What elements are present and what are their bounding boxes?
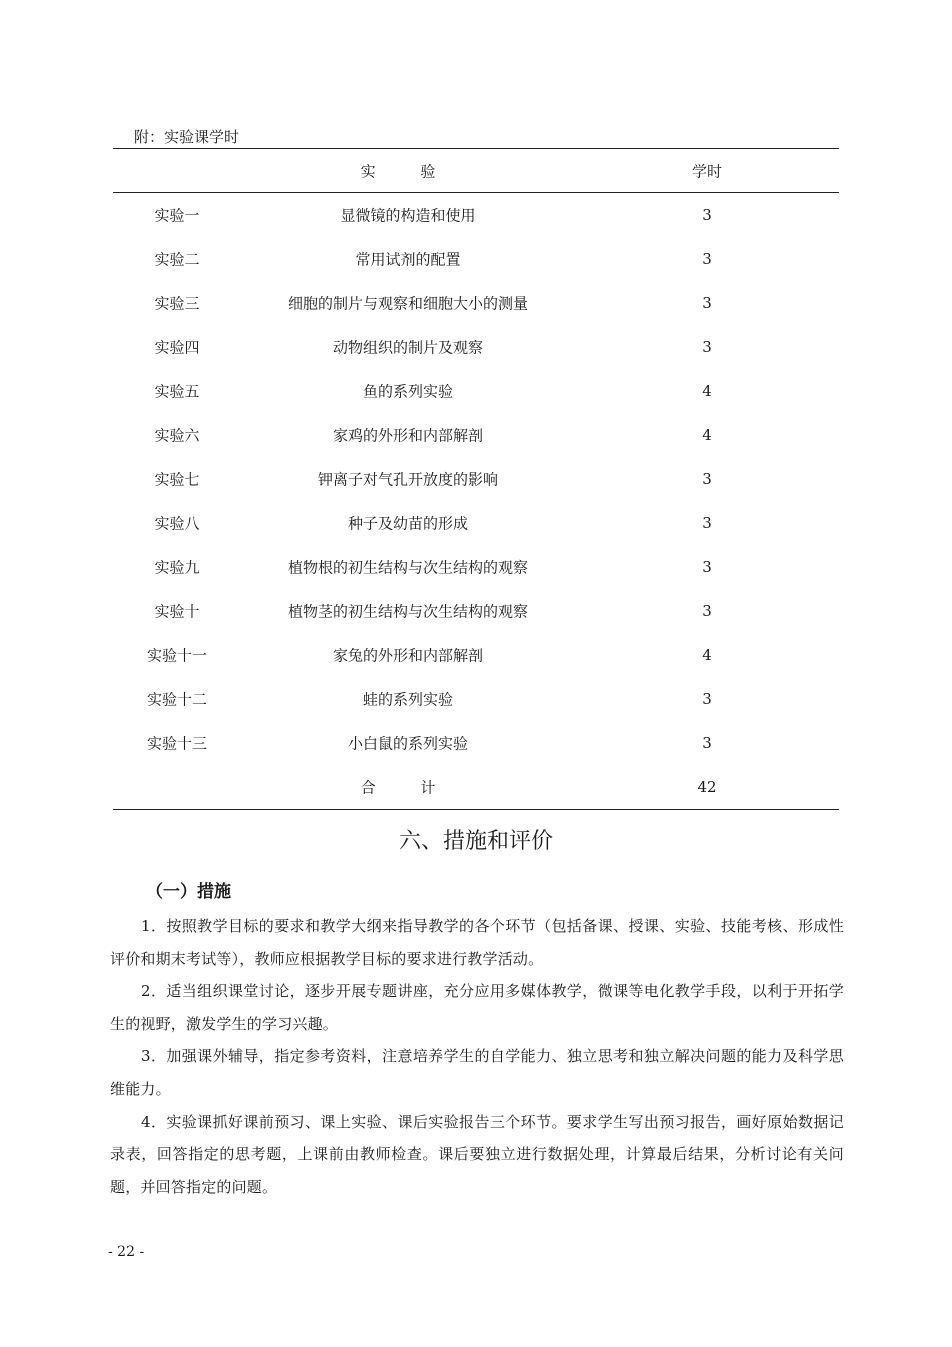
table-row bbox=[113, 193, 839, 237]
experiment-number: 实验十 bbox=[154, 602, 200, 621]
table-row bbox=[113, 721, 839, 765]
experiment-hours: 3 bbox=[702, 514, 712, 532]
experiment-hours: 3 bbox=[702, 558, 712, 576]
experiment-name: 钾离子对气孔开放度的影响 bbox=[317, 470, 499, 489]
table-row bbox=[113, 545, 839, 589]
experiment-number: 实验十二 bbox=[146, 690, 208, 709]
experiment-number: 实验三 bbox=[154, 294, 200, 313]
table-body bbox=[113, 193, 839, 765]
experiment-number: 实验十三 bbox=[146, 734, 208, 753]
experiment-hours: 3 bbox=[702, 206, 712, 224]
experiment-hours: 3 bbox=[702, 602, 712, 620]
section-subheading: （一）措施 bbox=[146, 882, 231, 902]
experiment-name: 家兔的外形和内部解剖 bbox=[332, 646, 484, 665]
experiment-name: 小白鼠的系列实验 bbox=[347, 734, 469, 753]
table-row bbox=[113, 633, 839, 677]
experiment-name: 种子及幼苗的形成 bbox=[347, 514, 469, 533]
experiment-number: 实验十一 bbox=[146, 646, 208, 665]
experiment-hours: 3 bbox=[702, 294, 712, 312]
table-caption: 附：实验课学时 bbox=[134, 128, 240, 146]
experiment-hours: 3 bbox=[702, 470, 712, 488]
table-row bbox=[113, 413, 839, 457]
lab-hours-table bbox=[113, 148, 839, 810]
experiment-number: 实验二 bbox=[154, 250, 200, 269]
experiment-hours: 3 bbox=[702, 338, 712, 356]
table-row bbox=[113, 369, 839, 413]
total-hours: 42 bbox=[697, 778, 717, 796]
experiment-hours: 3 bbox=[702, 250, 712, 268]
table-row bbox=[113, 325, 839, 369]
table-total-row bbox=[113, 765, 839, 809]
experiment-hours: 4 bbox=[702, 382, 712, 400]
experiment-name: 蛙的系列实验 bbox=[362, 690, 454, 709]
paragraph-1: 1．按照教学目标的要求和教学大纲来指导教学的各个环节（包括备课、授课、实验、技能考核、形成性评价和期末考试等），教师应根据教学目标的要求进行教学活动。 bbox=[110, 917, 844, 968]
header-hours: 学时 bbox=[691, 162, 723, 180]
experiment-hours: 4 bbox=[702, 646, 712, 664]
page-number: - 22 - bbox=[108, 1244, 145, 1260]
experiment-hours: 3 bbox=[702, 690, 712, 708]
experiment-name: 植物茎的初生结构与次生结构的观察 bbox=[287, 602, 529, 621]
experiment-name: 家鸡的外形和内部解剖 bbox=[332, 426, 484, 445]
section-body bbox=[110, 910, 844, 1203]
experiment-name: 常用试剂的配置 bbox=[355, 250, 461, 269]
table-row bbox=[113, 589, 839, 633]
experiment-number: 实验一 bbox=[154, 206, 200, 225]
experiment-number: 实验八 bbox=[154, 514, 200, 533]
table-header-row bbox=[113, 149, 839, 192]
experiment-name: 显微镜的构造和使用 bbox=[340, 206, 476, 225]
experiment-number: 实验七 bbox=[154, 470, 200, 489]
table-row bbox=[113, 457, 839, 501]
experiment-number: 实验四 bbox=[154, 338, 200, 357]
header-experiment: 实 验 bbox=[360, 162, 456, 180]
experiment-name: 细胞的制片与观察和细胞大小的测量 bbox=[287, 294, 529, 313]
experiment-name: 鱼的系列实验 bbox=[362, 382, 454, 401]
total-label: 合 计 bbox=[360, 778, 456, 797]
experiment-name: 动物组织的制片及观察 bbox=[332, 338, 484, 357]
table-row bbox=[113, 281, 839, 325]
table-row bbox=[113, 237, 839, 281]
paragraph-3: 3．加强课外辅导，指定参考资料，注意培养学生的自学能力、独立思考和独立解决问题的能力及科学思维能力。 bbox=[110, 1047, 844, 1098]
section-heading: 六、措施和评价 bbox=[398, 829, 553, 854]
experiment-name: 植物根的初生结构与次生结构的观察 bbox=[287, 558, 529, 577]
experiment-hours: 3 bbox=[702, 734, 712, 752]
experiment-number: 实验五 bbox=[154, 382, 200, 401]
table-bottom-rule bbox=[113, 809, 839, 810]
experiment-number: 实验九 bbox=[154, 558, 200, 577]
experiment-number: 实验六 bbox=[154, 426, 200, 445]
paragraph-4: 4．实验课抓好课前预习、课上实验、课后实验报告三个环节。要求学生写出预习报告，画好原始数据记录表，回答指定的思考题，上课前由教师检查。课后要独立进行数据处理，计算最后结果，分析讨论有关问题，并回答指定的问题。 bbox=[110, 1112, 844, 1196]
experiment-hours: 4 bbox=[702, 426, 712, 444]
paragraph-2: 2．适当组织课堂讨论，逐步开展专题讲座，充分应用多媒体教学，微课等电化教学手段，以利于开拓学生的视野，激发学生的学习兴趣。 bbox=[110, 982, 844, 1033]
table-row bbox=[113, 677, 839, 721]
table-row bbox=[113, 501, 839, 545]
